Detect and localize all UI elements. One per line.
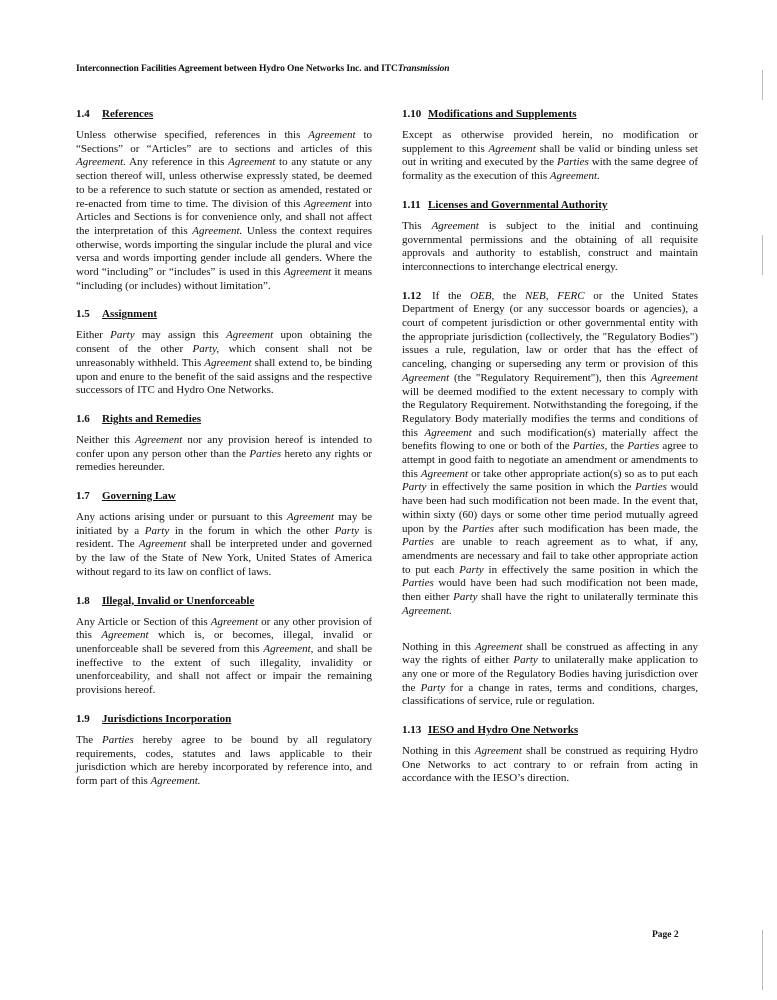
section-number: 1.8 bbox=[76, 594, 90, 607]
defined-term: Agreement bbox=[402, 371, 450, 384]
header-italic-text: Transmission bbox=[397, 64, 450, 74]
text-run: which consent shall not be unreasonably withheld. This bbox=[76, 343, 372, 369]
text-run: for a change in rates, terms and conditions, charges, classifications of service, rule or regulation. bbox=[402, 681, 698, 708]
text-run: is resident. The bbox=[76, 524, 372, 551]
defined-term: Agreement. bbox=[76, 156, 126, 169]
text-run: in effectively the same position in which the bbox=[426, 481, 636, 494]
section-paragraph bbox=[402, 745, 698, 786]
header-text: Interconnection Facilities Agreement between Hydro One Networks Inc. and ITC bbox=[76, 64, 398, 74]
defined-term: Agreement bbox=[431, 219, 479, 232]
text-run: or the United States Department of Energy (or any successor boards or agencies), a court of competent jurisdiction or other governmental entity with the appropriate jurisdiction (collectively, the "Regulatory Bodies") issues a rule, regulation, law or order that has the effect of canceling, changing or superseding any term or provision of this bbox=[402, 289, 698, 371]
text-run: the bbox=[607, 440, 628, 453]
text-run: to “Sections” or “Articles” are to sections and articles of this bbox=[76, 129, 373, 155]
defined-term: Party bbox=[420, 681, 446, 694]
text-run: Unless the context requires otherwise, words importing the singular include the plural and vice versa and words importing gender include all genders. Where the word “including” or “includes” is used in this bbox=[76, 224, 372, 279]
text-run: Nothing in this bbox=[402, 745, 475, 758]
text-run: in effectively the same position in which the bbox=[483, 563, 699, 576]
section-1-11 bbox=[402, 199, 698, 275]
section-paragraph bbox=[76, 511, 372, 580]
section-heading bbox=[76, 108, 372, 120]
section-title: Rights and Remedies bbox=[102, 412, 202, 425]
text-run: shall be construed as requiring Hydro One Networks to act contrary to or refrain from acting in accordance with the IESO’s direction. bbox=[402, 745, 698, 785]
section-heading bbox=[76, 308, 372, 320]
section-title: IESO and Hydro One Networks bbox=[428, 724, 579, 737]
right-column bbox=[402, 108, 698, 801]
text-run: upon obtaining the consent of the other bbox=[76, 329, 372, 356]
text-run: shall extend to, be binding upon and enure to the benefit of the said assigns and the respective successors of ITC and Hydro One Networks. bbox=[76, 356, 373, 397]
section-paragraph bbox=[402, 129, 698, 184]
section-1-10 bbox=[402, 108, 698, 184]
text-run: and such modification(s) materially affect the benefits flowing to one or both of the bbox=[402, 426, 698, 453]
scan-artifact bbox=[762, 70, 763, 100]
section-paragraph bbox=[402, 290, 698, 619]
text-run: Unless otherwise specified, references in this bbox=[76, 129, 309, 141]
text-run: to unilaterally make application to any one or more of the Regulatory Bodies having jurisdiction over the bbox=[402, 654, 698, 694]
text-run: hereby agree to be bound by all regulatory requirements, codes, statutes and laws applicable to their jurisdiction which are hereby incorporated by reference into, and form part of this bbox=[76, 733, 372, 787]
text-run: Neither this bbox=[76, 433, 136, 446]
text-run: with the same degree of formality as the execution of this bbox=[402, 156, 698, 183]
section-heading bbox=[402, 724, 698, 736]
defined-term: Agreement bbox=[308, 129, 356, 141]
section-number: 1.4 bbox=[76, 108, 90, 120]
text-run: which is, or becomes, illegal, invalid or unenforceable shall be severed from this bbox=[76, 629, 372, 655]
defined-term: Agreement bbox=[475, 640, 523, 653]
defined-term: Parties bbox=[557, 156, 589, 169]
section-heading bbox=[76, 413, 372, 425]
text-run: (the "Regulatory Requirement"), then this bbox=[449, 371, 651, 384]
section-title: Illegal, Invalid or Unenforceable bbox=[102, 594, 255, 607]
defined-term: Agreement bbox=[228, 156, 276, 169]
defined-term: Agreement. bbox=[402, 604, 452, 617]
section-paragraph bbox=[402, 220, 698, 275]
section-number: 1.9 bbox=[76, 712, 90, 725]
defined-term: Agreement. bbox=[192, 224, 243, 237]
text-run: the bbox=[494, 289, 525, 302]
text-run: Any reference in this bbox=[126, 156, 229, 169]
section-title: Modifications and Supplements bbox=[428, 108, 577, 120]
page-number: Page 2 bbox=[652, 930, 679, 940]
text-run: hereto any rights or remedies hereunder. bbox=[76, 447, 372, 474]
defined-term: Agreement bbox=[138, 538, 187, 551]
text-run: nor any provision hereof is intended to confer upon any person other than the bbox=[76, 433, 372, 460]
text-run: or any other provision of this bbox=[76, 615, 372, 642]
section-number: 1.7 bbox=[76, 490, 90, 503]
section-heading bbox=[402, 108, 698, 120]
section-heading bbox=[76, 713, 372, 725]
defined-term: Agreement bbox=[286, 511, 335, 524]
text-run: agree to attempt in good faith to negotiate an amendment or amendments to this bbox=[402, 440, 698, 480]
defined-term: Parties, bbox=[572, 440, 608, 453]
section-title: Governing Law bbox=[102, 490, 176, 503]
defined-term: Parties bbox=[462, 522, 494, 535]
defined-term: Parties bbox=[402, 577, 434, 590]
defined-term: Party bbox=[402, 481, 427, 494]
section-number: 1.12 bbox=[402, 289, 422, 302]
section-title: Licenses and Governmental Authority bbox=[428, 198, 608, 211]
text-run: or take other appropriate action(s) so as to put each bbox=[468, 467, 698, 480]
section-1-13 bbox=[402, 724, 698, 786]
section-title: References bbox=[102, 108, 154, 120]
section-paragraph bbox=[76, 616, 372, 698]
defined-term: Party bbox=[453, 591, 478, 604]
section-number: 1.13 bbox=[402, 724, 422, 737]
text-run: is subject to the initial and continuing governmental permissions and the obtaining of all requisite approvals and authority to establish, construct and maintain interconnections to interchange electrical energy. bbox=[402, 219, 698, 273]
text-run: in the forum in which the other bbox=[169, 524, 335, 537]
section-1-4 bbox=[76, 108, 372, 293]
defined-term: Agreement bbox=[474, 745, 522, 758]
defined-term: Agreement, bbox=[263, 642, 314, 655]
defined-term: Agreement bbox=[488, 142, 536, 155]
text-run: after such modification has been made, the bbox=[493, 522, 698, 535]
text-run: into Articles and Sections is for convenience only, and shall not affect the interpretation of this bbox=[76, 197, 372, 237]
text-run: it means “including (or includes) without limitation”. bbox=[76, 266, 372, 292]
section-paragraph bbox=[76, 129, 372, 293]
text-run: to any statute or any section thereof will, unless otherwise expressly stated, be deemed to be a reference to such statute or section as amended, restated or re-enacted from time to time. The division of this bbox=[76, 156, 373, 210]
section-title: Jurisdictions Incorporation bbox=[102, 712, 232, 725]
defined-term: Party bbox=[459, 563, 484, 576]
defined-term: Parties bbox=[101, 733, 134, 746]
text-run: The bbox=[76, 733, 102, 746]
text-run: may be initiated by a bbox=[76, 511, 372, 537]
text-run: will be deemed modified to the extent necessary to comply with the Regulatory Requirement. Notwithstanding the foregoing, if the Regulatory Body materially modifies the terms and conditions of this bbox=[402, 385, 698, 439]
section-1-8 bbox=[76, 595, 372, 698]
defined-term: OEB, bbox=[470, 289, 495, 302]
defined-term: Agreement. bbox=[150, 774, 201, 787]
text-run: Nothing in this bbox=[402, 640, 476, 653]
section-paragraph bbox=[402, 641, 698, 710]
defined-term: Agreement bbox=[101, 629, 149, 642]
text-run: would have been had such modification not been made, then either bbox=[402, 577, 698, 604]
defined-term: Agreement bbox=[283, 266, 332, 279]
defined-term: Agreement bbox=[424, 426, 472, 439]
defined-term: Parties bbox=[249, 447, 282, 460]
defined-term: Parties bbox=[627, 440, 660, 453]
text-run: shall be valid or binding unless set out in writing and executed by the bbox=[402, 142, 698, 169]
defined-term: Agreement bbox=[135, 433, 183, 446]
section-paragraph bbox=[76, 434, 372, 475]
scan-artifact bbox=[762, 235, 763, 275]
section-1-7 bbox=[76, 490, 372, 580]
text-run: If the bbox=[432, 289, 471, 302]
section-paragraph bbox=[76, 329, 372, 398]
text-run: Any Article or Section of this bbox=[76, 615, 211, 628]
section-1-5 bbox=[76, 308, 372, 398]
section-number: 1.11 bbox=[402, 198, 421, 211]
defined-term: Party bbox=[513, 654, 538, 667]
defined-term: Agreement bbox=[650, 371, 698, 384]
defined-term: Party bbox=[144, 524, 170, 537]
left-column bbox=[76, 108, 372, 804]
defined-term: Agreement bbox=[420, 467, 469, 480]
text-run: shall have the right to unilaterally terminate this bbox=[477, 591, 698, 604]
scan-artifact bbox=[762, 930, 763, 990]
defined-term: Party, bbox=[192, 343, 220, 356]
text-run: and shall be ineffective to the extent of such illegality, invalidity or unenforceability, and shall not affect or impair the remaining provisions hereof. bbox=[76, 642, 372, 697]
text-run: may assign this bbox=[134, 329, 226, 342]
text-run: This bbox=[402, 219, 432, 232]
section-1-6 bbox=[76, 413, 372, 475]
text-run: Except as otherwise provided herein, no modification or supplement to this bbox=[402, 129, 698, 155]
section-paragraph bbox=[76, 734, 372, 789]
section-number: 1.10 bbox=[402, 108, 422, 120]
defined-term: Party bbox=[334, 524, 360, 537]
text-run: shall be interpreted under and governed by the law of the State of New York, United States of America without regard to its law on conflict of laws. bbox=[76, 538, 373, 578]
defined-term: Agreement. bbox=[549, 170, 600, 183]
text-run: Any actions arising under or pursuant to this bbox=[76, 511, 287, 524]
section-1-9 bbox=[76, 713, 372, 789]
section-heading bbox=[76, 490, 372, 502]
section-number: 1.6 bbox=[76, 412, 90, 425]
text-run: Either bbox=[76, 329, 111, 342]
text-run: are unable to reach agreement as to what, if any, amendments are necessary and fail to take other appropriate action to put each bbox=[402, 536, 698, 576]
defined-term: Agreement bbox=[303, 197, 352, 210]
text-run: shall be construed as affecting in any way the rights of either bbox=[402, 640, 698, 667]
defined-term: Parties bbox=[402, 536, 434, 549]
text-run: would have been had such modification not been made. In the event that, within sixty (60) days or some other time period mutually agreed upon by the bbox=[402, 481, 699, 535]
defined-term: Agreement bbox=[210, 615, 259, 628]
defined-term: NEB, FERC bbox=[524, 289, 585, 302]
defined-term: Agreement bbox=[225, 329, 274, 342]
defined-term: Parties bbox=[635, 481, 667, 494]
section-title: Assignment bbox=[102, 308, 158, 321]
defined-term: Party bbox=[110, 329, 135, 342]
section-heading bbox=[76, 595, 372, 607]
defined-term: Agreement bbox=[204, 356, 252, 369]
running-header bbox=[76, 64, 716, 74]
section-heading bbox=[402, 199, 698, 211]
section-1-12 bbox=[402, 290, 698, 709]
section-number: 1.5 bbox=[76, 308, 90, 321]
